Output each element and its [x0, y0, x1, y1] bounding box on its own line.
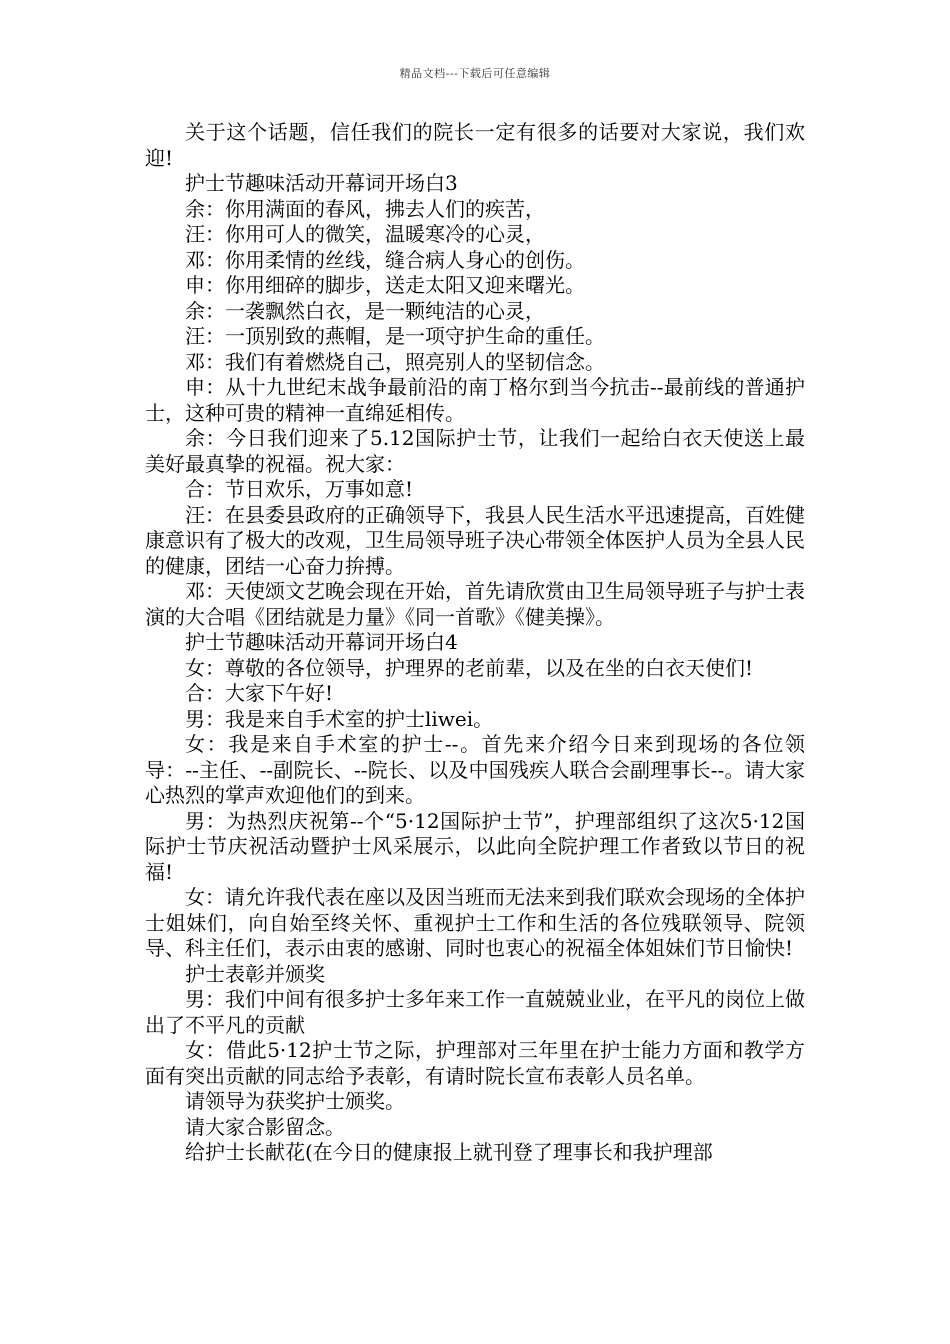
paragraph: 余：一袭飘然白衣，是一颗纯洁的心灵，	[185, 298, 545, 323]
paragraph: 男：为热烈庆祝第--个“5·12国际护士节”，护理部组织了这次5·12国际护士节庆祝活动暨护士风采展示，以此向全院护理工作者致以节日的祝福!	[145, 808, 805, 884]
paragraph: 余：今日我们迎来了5.12国际护士节，让我们一起给白衣天使送上最美好最真挚的祝福。祝大家：	[145, 426, 805, 476]
document-body	[145, 120, 805, 1166]
paragraph: 汪：一顶别致的燕帽，是一项守护生命的重任。	[185, 324, 605, 348]
paragraph: 请大家合影留念。	[185, 1114, 345, 1139]
paragraph: 邓：我们有着燃烧自己，照亮别人的坚韧信念。	[185, 349, 605, 374]
paragraph: 请领导为获奖护士颁奖。	[185, 1089, 405, 1113]
paragraph: 女：请允许我代表在座以及因当班而无法来到我们联欢会现场的全体护士姐妹们，向自始至终关怀、重视护士工作和生活的各位残联领导、院领导、科主任们，表示由衷的感谢、同时也衷心的祝福全体姐妹们节日愉快!	[145, 885, 805, 960]
section-heading: 护士表彰并颁奖	[185, 961, 325, 986]
paragraph: 邓：你用柔情的丝线，缝合病人身心的创伤。	[185, 247, 585, 272]
paragraph: 女：尊敬的各位领导，护理界的老前辈，以及在坐的白衣天使们!	[185, 655, 754, 680]
section-heading: 护士节趣味活动开幕词开场白4	[185, 630, 458, 654]
paragraph: 女：借此5·12护士节之际，护理部对三年里在护士能力方面和教学方面有突出贡献的同志给予表彰，有请时院长宣布表彰人员名单。	[145, 1038, 805, 1088]
paragraph: 关于这个话题，信任我们的院长一定有很多的话要对大家说，我们欢迎!	[145, 120, 805, 170]
section-heading: 护士节趣味活动开幕词开场白3	[185, 171, 458, 195]
page-header: 精品文档---下载后可任意编辑	[399, 67, 551, 80]
paragraph: 汪：在县委县政府的正确领导下，我县人民生活水平迅速提高，百姓健康意识有了极大的改观，卫生局领导班子决心带领全体医护人员为全县人民的健康，团结一心奋力拚搏。	[145, 502, 805, 578]
paragraph: 合：大家下午好!	[185, 681, 334, 705]
paragraph: 邓：天使颂文艺晚会现在开始，首先请欣赏由卫生局领导班子与护士表演的大合唱《团结就是力量》《同一首歌》《健美操》。	[145, 579, 805, 629]
paragraph: 申：你用细碎的脚步，送走太阳又迎来曙光。	[185, 273, 585, 297]
paragraph: 合：节日欢乐，万事如意!	[185, 477, 414, 501]
paragraph: 申：从十九世纪末战争最前沿的南丁格尔到当今抗击--最前线的普通护士，这种可贵的精神一直绵延相传。	[145, 375, 805, 425]
paragraph: 余：你用满面的春风，拂去人们的疾苦，	[185, 196, 545, 221]
paragraph: 男：我是来自手术室的护士liwei。	[185, 706, 494, 731]
paragraph: 汪：你用可人的微笑，温暖寒冷的心灵，	[185, 222, 545, 246]
paragraph: 给护士长献花(在今日的健康报上就刊登了理事长和我护理部	[185, 1140, 713, 1164]
paragraph: 男：我们中间有很多护士多年来工作一直兢兢业业，在平凡的岗位上做出了不平凡的贡献	[145, 987, 805, 1037]
paragraph: 女：我是来自手术室的护士--。首先来介绍今日来到现场的各位领导：--主任、--副院长、--院长、以及中国残疾人联合会副理事长--。请大家心热烈的掌声欢迎他们的到来。	[145, 732, 805, 807]
